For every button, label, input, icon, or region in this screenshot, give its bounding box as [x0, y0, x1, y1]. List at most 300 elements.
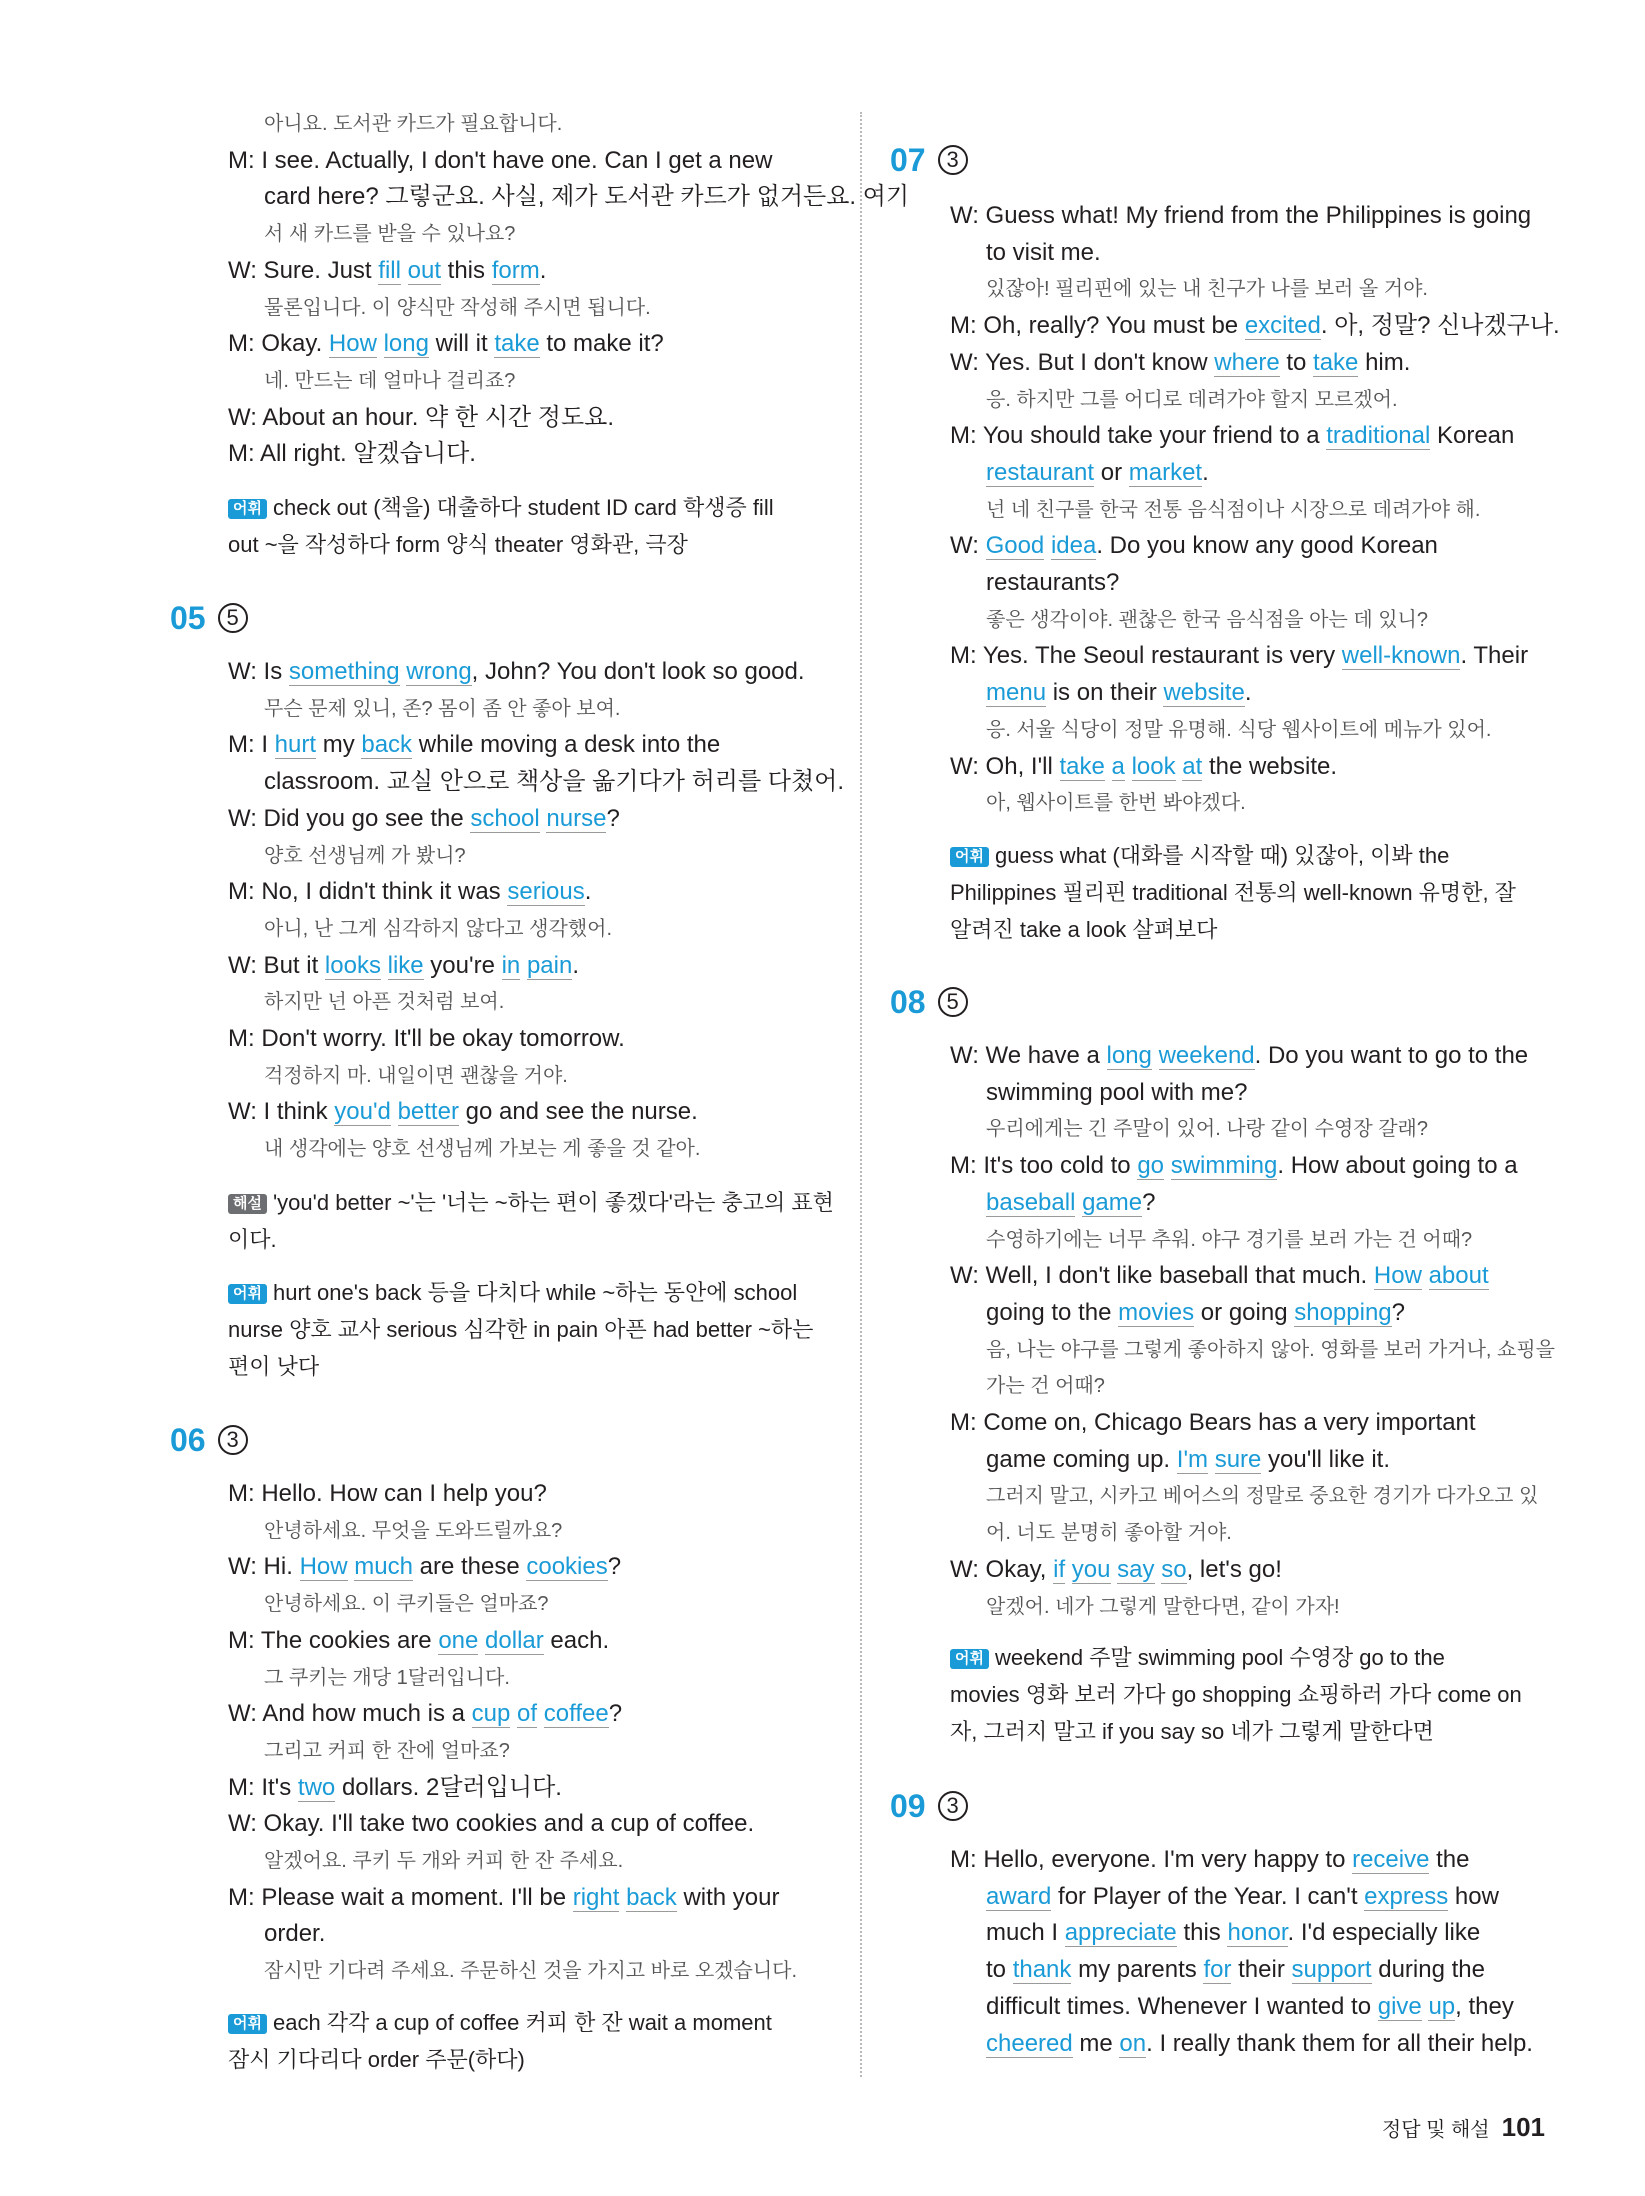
- dialogue-text: me: [1072, 2029, 1120, 2057]
- korean-translation: [264, 216, 515, 252]
- vocab-line: [950, 1640, 1445, 1676]
- translation-text: 안녕하세요. 이 쿠키들은 얼마죠?: [264, 1593, 549, 1616]
- dialogue-text: this: [441, 256, 492, 284]
- vocab-text: weekend 주말 swimming pool 수영장 go to the: [994, 1645, 1445, 1670]
- vocab-badge: 어휘: [950, 847, 989, 867]
- dialogue-text: [1152, 1042, 1159, 1069]
- dialogue-text: . How about going to a: [1277, 1152, 1518, 1180]
- dialogue-text: . 아, 정말? 신나겠구나.: [1320, 312, 1560, 340]
- dialogue-text: [1105, 753, 1112, 780]
- korean-translation: [986, 602, 1428, 638]
- dialogue-line: [986, 2026, 1533, 2062]
- dialogue-text: [537, 1700, 544, 1727]
- dialogue-line: [950, 1258, 1489, 1294]
- translation-text: 하지만 넌 아픈 것처럼 보여.: [264, 991, 505, 1014]
- dialogue-text: dollars. 2달러입니다.: [335, 1773, 562, 1801]
- vocab-text: 알려진 take a look 살펴보다: [950, 917, 1218, 942]
- dialogue-text: him.: [1358, 348, 1411, 376]
- dialogue-text: W: And how much is a: [228, 1700, 472, 1728]
- dialogue-text: go and see the nurse.: [458, 1098, 698, 1126]
- dialogue-text: classroom. 교실 안으로 책상을 옮기다가 허리를 다쳤어.: [264, 768, 845, 796]
- korean-translation: [264, 1586, 549, 1622]
- blank-answer: excited: [1244, 312, 1321, 340]
- dialogue-line: [228, 1696, 622, 1732]
- dialogue-line: [950, 528, 1438, 564]
- dialogue-text: M: Don't worry. It'll be okay tomorrow.: [228, 1025, 625, 1052]
- dialogue-line: [228, 1021, 625, 1057]
- dialogue-text: to visit me.: [986, 238, 1101, 266]
- blank-answer: honor: [1227, 1919, 1288, 1947]
- dialogue-line: [228, 436, 476, 472]
- question-number-text: 07: [890, 142, 926, 178]
- dialogue-text: are these: [412, 1553, 527, 1581]
- dialogue-text: card here? 그렇군요. 사실, 제가 도서관 카드가 없거든요. 여기: [264, 183, 910, 211]
- translation-text: 아, 웹사이트를 한번 봐야겠다.: [986, 792, 1246, 815]
- dialogue-line: [228, 143, 772, 179]
- dialogue-text: M: Come on, Chicago Bears has a very important: [950, 1409, 1476, 1436]
- dialogue-text: my parents: [1071, 1956, 1204, 1984]
- vocab-line: [228, 1349, 319, 1385]
- vocab-line: [228, 1275, 797, 1311]
- translation-text: 좋은 생각이야. 괜찮은 한국 음식점을 아는 데 있니?: [986, 608, 1428, 631]
- blank-answer: about: [1428, 1262, 1489, 1290]
- dialogue-text: this: [1176, 1919, 1228, 1947]
- dialogue-text: M: I see. Actually, I don't have one. Can I get a new: [228, 146, 773, 174]
- blank-answer: take: [1313, 348, 1359, 376]
- translation-text: 응. 서울 식당이 정말 유명해. 식당 웹사이트에 메뉴가 있어.: [986, 718, 1492, 741]
- dialogue-text: W: Okay,: [950, 1555, 1054, 1583]
- blank-answer: movies: [1118, 1298, 1195, 1326]
- dialogue-text: [1125, 753, 1132, 780]
- translation-text: 음, 나는 야구를 그렇게 좋아하지 않아. 영화를 보러 가거나, 쇼핑을: [986, 1338, 1555, 1361]
- explanation-badge: 해설: [228, 1194, 267, 1214]
- dialogue-text: going to the: [986, 1298, 1119, 1326]
- dialogue-text: M: You should take your friend to a: [950, 422, 1327, 450]
- translation-text: 응. 하지만 그를 어디로 데려가야 할지 모르겠어.: [986, 388, 1398, 411]
- blank-answer: out: [407, 256, 441, 284]
- dialogue-text: M: It's too cold to: [950, 1152, 1138, 1180]
- dialogue-line: [228, 326, 664, 362]
- dialogue-line: [228, 654, 805, 690]
- vocab-line: [228, 1222, 277, 1258]
- translation-text: 우리에게는 긴 주말이 있어. 나랑 같이 수영장 갈래?: [986, 1118, 1428, 1141]
- blank-answer: two: [297, 1773, 336, 1801]
- dialogue-text: , they: [1455, 1992, 1514, 2020]
- korean-translation: [264, 1953, 797, 1989]
- question-number: [890, 982, 968, 1022]
- blank-answer: form: [491, 256, 540, 284]
- question-number: [890, 1786, 968, 1826]
- vocab-text: movies 영화 보러 가다 go shopping 쇼핑하러 가다 come on: [950, 1682, 1522, 1707]
- blank-answer: How: [1373, 1262, 1422, 1290]
- dialogue-line: [228, 1770, 562, 1806]
- translation-text: 그리고 커피 한 잔에 얼마죠?: [264, 1739, 510, 1762]
- page-footer: [1382, 2112, 1545, 2143]
- blank-answer: How: [328, 330, 377, 358]
- question-number: [170, 1420, 248, 1460]
- translation-text: 넌 네 친구를 한국 전통 음식점이나 시장으로 데려가야 해.: [986, 498, 1481, 521]
- blank-answer: I'm: [1176, 1445, 1209, 1473]
- vocab-text: 자, 그러지 말고 if you say so 네가 그렇게 말한다면: [950, 1719, 1434, 1744]
- dialogue-line: [228, 253, 546, 289]
- korean-translation: [264, 1843, 623, 1879]
- korean-translation: [264, 838, 466, 874]
- blank-answer: much: [354, 1553, 413, 1581]
- translation-text: 그러지 말고, 시카고 베어스의 정말로 중요한 경기가 다가오고 있: [986, 1485, 1539, 1508]
- dialogue-line: [986, 1185, 1155, 1221]
- question-number: [170, 598, 248, 638]
- blank-answer: cheered: [986, 2029, 1073, 2057]
- dialogue-text: [1065, 1556, 1072, 1583]
- dialogue-text: .: [1244, 679, 1252, 707]
- blank-answer: say: [1117, 1555, 1155, 1583]
- dialogue-text: .: [539, 256, 547, 284]
- korean-translation: [264, 1131, 700, 1167]
- korean-translation: [986, 1589, 1340, 1625]
- dialogue-text: . Do you want to go to the: [1254, 1042, 1529, 1069]
- vocab-line: [228, 2005, 772, 2041]
- dialogue-line: [950, 198, 1531, 234]
- dialogue-text: M: No, I didn't think it was: [228, 878, 508, 906]
- question-number-text: 08: [890, 984, 926, 1020]
- korean-translation: [264, 1733, 510, 1769]
- dialogue-text: my: [316, 731, 362, 759]
- dialogue-text: swimming pool with me?: [986, 1078, 1248, 1106]
- dialogue-text: M: Please wait a moment. I'll be: [228, 1883, 573, 1911]
- dialogue-line: [950, 749, 1337, 785]
- dialogue-text: W: But it: [228, 951, 325, 979]
- translation-text: 네. 만드는 데 얼마나 걸리죠?: [264, 369, 516, 392]
- translation-text: 가는 건 어때?: [986, 1375, 1105, 1398]
- dialogue-text: for Player of the Year. I can't: [1051, 1882, 1365, 1910]
- dialogue-text: W: Well, I don't like baseball that much.: [950, 1262, 1374, 1290]
- blank-answer: nurse: [546, 804, 607, 832]
- korean-translation: [264, 1513, 562, 1549]
- blank-answer: weekend: [1158, 1042, 1255, 1069]
- vocab-text: 편이 낫다: [228, 1354, 320, 1379]
- dialogue-text: M: I: [228, 731, 275, 759]
- answer-choice: 3: [218, 1425, 248, 1455]
- blank-answer: take: [494, 330, 540, 358]
- question-number: [890, 140, 968, 180]
- blank-answer: go: [1137, 1152, 1165, 1180]
- blank-answer: sure: [1214, 1445, 1262, 1473]
- dialogue-text: during the: [1371, 1956, 1485, 1984]
- dialogue-text: Korean: [1430, 422, 1515, 450]
- translation-text: 무슨 문제 있니, 존? 몸이 좀 안 좋아 보여.: [264, 697, 621, 720]
- translation-text: 물론입니다. 이 양식만 작성해 주시면 됩니다.: [264, 296, 651, 319]
- blank-answer: look: [1131, 752, 1176, 780]
- korean-translation: [264, 363, 515, 399]
- korean-translation: [986, 382, 1398, 418]
- page-number: 101: [1501, 2112, 1545, 2142]
- dialogue-text: M: Oh, really? You must be: [950, 312, 1245, 340]
- blank-answer: looks: [324, 951, 381, 979]
- blank-answer: thank: [1012, 1956, 1072, 1984]
- dialogue-text: ?: [1142, 1188, 1156, 1216]
- blank-answer: long: [383, 330, 429, 358]
- dialogue-text: W: Hi.: [228, 1553, 300, 1581]
- dialogue-line: [986, 455, 1209, 491]
- dialogue-text: ?: [607, 1553, 622, 1581]
- vocab-text: out ~을 작성하다 form 양식 theater 영화관, 극장: [228, 532, 688, 557]
- blank-answer: appreciate: [1064, 1919, 1177, 1947]
- dialogue-line: [986, 1295, 1405, 1331]
- blank-answer: express: [1364, 1882, 1449, 1910]
- answer-choice: 3: [938, 145, 968, 175]
- dialogue-text: [391, 1098, 398, 1125]
- vocab-badge: 어휘: [228, 499, 267, 519]
- blank-answer: game: [1082, 1188, 1143, 1216]
- question-number-text: 06: [170, 1422, 206, 1458]
- blank-answer: support: [1291, 1956, 1372, 1984]
- vocab-text: guess what (대화를 시작할 때) 있잖아, 이봐 the: [994, 843, 1450, 868]
- dialogue-text: or going: [1194, 1298, 1295, 1326]
- vocab-line: [228, 490, 774, 526]
- blank-answer: well-known: [1341, 642, 1461, 670]
- blank-answer: shopping: [1294, 1298, 1392, 1326]
- dialogue-line: [950, 1148, 1518, 1184]
- blank-answer: fill: [378, 256, 401, 284]
- translation-text: 잠시만 기다려 주세요. 주문하신 것을 가지고 바로 오겠습니다.: [264, 1960, 798, 1983]
- blank-answer: where: [1214, 348, 1280, 376]
- blank-answer: pain: [526, 951, 573, 979]
- dialogue-line: [986, 235, 1101, 271]
- footer-label: 정답 및 해설: [1381, 2119, 1490, 2141]
- vocab-badge: 어휘: [228, 2014, 267, 2034]
- dialogue-text: M: It's: [228, 1773, 298, 1801]
- answer-choice: 5: [938, 987, 968, 1017]
- dialogue-line: [986, 1915, 1480, 1951]
- dialogue-text: W: We have a: [950, 1042, 1107, 1069]
- dialogue-text: .: [1202, 458, 1209, 486]
- column-divider: [860, 112, 862, 2077]
- dialogue-text: to make it?: [539, 330, 664, 358]
- dialogue-text: W: Did you go see the: [228, 804, 471, 832]
- dialogue-line: [228, 1880, 779, 1916]
- dialogue-line: [228, 1623, 609, 1659]
- blank-answer: cookies: [526, 1553, 608, 1581]
- blank-answer: for: [1203, 1956, 1232, 1984]
- blank-answer: back: [361, 731, 413, 759]
- dialogue-line: [228, 801, 620, 837]
- blank-answer: hurt: [274, 731, 317, 759]
- korean-translation: [986, 712, 1491, 748]
- dialogue-text: W: Yes. But I don't know: [950, 348, 1215, 376]
- vocab-text: Philippines 필리핀 traditional 전통의 well-known 유명한, 잘: [950, 880, 1516, 905]
- dialogue-text: W: About an hour. 약 한 시간 정도요.: [228, 403, 614, 431]
- dialogue-line: [950, 345, 1410, 381]
- question-number-text: 05: [170, 600, 206, 636]
- korean-translation: [986, 1368, 1105, 1404]
- dialogue-text: . I'd especially like: [1287, 1919, 1481, 1947]
- blank-answer: on: [1119, 2029, 1147, 2057]
- blank-answer: give: [1377, 1992, 1422, 2020]
- dialogue-text: to: [986, 1956, 1013, 1984]
- blank-answer: market: [1128, 458, 1203, 486]
- dialogue-text: ?: [608, 1700, 623, 1728]
- translation-text: 알겠어. 네가 그렇게 말한다면, 같이 가자!: [986, 1595, 1340, 1618]
- dialogue-text: [1208, 1446, 1215, 1473]
- dialogue-text: [1044, 532, 1051, 559]
- blank-answer: school: [470, 804, 540, 832]
- dialogue-line: [228, 400, 614, 436]
- dialogue-text: M: Hello, everyone. I'm very happy to: [950, 1846, 1353, 1873]
- blank-answer: you'd: [334, 1098, 391, 1126]
- answer-choice: 5: [218, 603, 248, 633]
- dialogue-line: [228, 948, 579, 984]
- dialogue-line: [950, 1552, 1282, 1588]
- blank-answer: one: [438, 1626, 479, 1654]
- dialogue-line: [986, 1075, 1247, 1111]
- korean-translation: [264, 911, 612, 947]
- vocab-line: [228, 2042, 525, 2078]
- dialogue-text: [1422, 1262, 1429, 1289]
- dialogue-text: [401, 257, 408, 284]
- dialogue-text: will it: [428, 330, 495, 358]
- dialogue-text: M: Yes. The Seoul restaurant is very: [950, 642, 1342, 670]
- translation-text: 아니, 난 그게 심각하지 않다고 생각했어.: [264, 917, 613, 940]
- korean-translation: [264, 1058, 568, 1094]
- dialogue-line: [228, 874, 591, 910]
- translation-text: 서 새 카드를 받을 수 있나요?: [264, 223, 516, 246]
- korean-translation: [264, 290, 651, 326]
- dialogue-line: [986, 1442, 1390, 1478]
- dialogue-text: difficult times. Whenever I wanted to: [986, 1992, 1378, 2020]
- dialogue-line: [264, 1916, 325, 1952]
- blank-answer: right: [572, 1883, 620, 1911]
- blank-answer: if: [1053, 1555, 1066, 1583]
- dialogue-line: [950, 1405, 1476, 1441]
- korean-translation: [986, 1111, 1428, 1147]
- dialogue-text: W: I think: [228, 1098, 335, 1126]
- dialogue-text: W: Guess what! My friend from the Philippines is going: [950, 202, 1532, 229]
- blank-answer: better: [397, 1098, 459, 1126]
- vocab-text: 잠시 기다리다 order 주문(하다): [228, 2047, 525, 2072]
- dialogue-text: [520, 952, 527, 979]
- translation-text: 내 생각에는 양호 선생님께 가보는 게 좋을 것 같아.: [264, 1138, 701, 1161]
- blank-answer: a: [1111, 752, 1125, 780]
- korean-translation: [986, 492, 1480, 528]
- blank-answer: dollar: [485, 1626, 544, 1654]
- dialogue-line: [986, 1989, 1514, 2025]
- dialogue-text: , let's go!: [1186, 1555, 1282, 1583]
- korean-translation: [264, 106, 562, 142]
- dialogue-text: how: [1448, 1882, 1499, 1910]
- blank-answer: like: [387, 951, 424, 979]
- blank-answer: wrong: [406, 658, 472, 685]
- dialogue-text: W:: [950, 532, 986, 560]
- dialogue-text: to: [1279, 348, 1314, 376]
- korean-translation: [986, 1515, 1232, 1551]
- dialogue-text: or: [1094, 458, 1129, 486]
- dialogue-text: , John? You don't look so good.: [471, 658, 805, 685]
- blank-answer: serious: [507, 878, 585, 906]
- korean-translation: [986, 1222, 1472, 1258]
- dialogue-text: while moving a desk into the: [412, 731, 721, 759]
- dialogue-text: M: The cookies are: [228, 1626, 439, 1654]
- blank-answer: coffee: [543, 1700, 609, 1728]
- korean-translation: [986, 1478, 1538, 1514]
- dialogue-line: [228, 1806, 754, 1842]
- dialogue-text: restaurants?: [986, 569, 1120, 596]
- dialogue-line: [228, 1549, 621, 1585]
- blank-answer: long: [1106, 1042, 1152, 1069]
- translation-text: 양호 선생님께 가 봤니?: [264, 844, 466, 867]
- dialogue-line: [228, 1094, 698, 1130]
- blank-answer: receive: [1352, 1846, 1430, 1873]
- translation-text: 어. 너도 분명히 좋아할 거야.: [986, 1522, 1232, 1545]
- dialogue-text: each.: [543, 1626, 610, 1654]
- dialogue-text: you're: [423, 951, 502, 979]
- vocab-line: [228, 1185, 834, 1221]
- dialogue-text: is on their: [1046, 679, 1164, 707]
- vocab-line: [228, 527, 688, 563]
- translation-text: 수영하기에는 너무 추워. 야구 경기를 보러 가는 건 어때?: [986, 1228, 1473, 1251]
- dialogue-text: ?: [606, 804, 620, 832]
- dialogue-text: much I: [986, 1919, 1065, 1947]
- dialogue-text: their: [1231, 1956, 1292, 1984]
- vocab-line: [950, 1714, 1434, 1750]
- dialogue-line: [986, 675, 1251, 711]
- dialogue-line: [986, 1879, 1499, 1915]
- dialogue-text: [1164, 1152, 1171, 1179]
- dialogue-line: [264, 764, 844, 800]
- vocab-text: nurse 양호 교사 serious 심각한 in pain 아픈 had better ~하는: [228, 1317, 814, 1342]
- dialogue-text: M: Okay.: [228, 330, 329, 358]
- dialogue-line: [950, 1038, 1528, 1074]
- translation-text: 안녕하세요. 무엇을 도와드릴까요?: [264, 1519, 563, 1542]
- dialogue-text: . I really thank them for all their help.: [1146, 2029, 1533, 2057]
- blank-answer: cup: [471, 1700, 511, 1728]
- dialogue-line: [986, 1952, 1485, 1988]
- translation-text: 그 쿠키는 개당 1달러입니다.: [264, 1666, 510, 1689]
- blank-answer: you: [1071, 1555, 1111, 1583]
- blank-answer: restaurant: [986, 458, 1095, 486]
- dialogue-text: the: [1429, 1846, 1470, 1873]
- dialogue-text: the website.: [1202, 752, 1338, 780]
- dialogue-text: M: Hello. How can I help you?: [228, 1480, 547, 1507]
- dialogue-line: [228, 727, 720, 763]
- dialogue-text: [381, 952, 388, 979]
- blank-answer: swimming: [1170, 1152, 1278, 1180]
- question-number-text: 09: [890, 1788, 926, 1824]
- dialogue-text: ?: [1391, 1298, 1405, 1326]
- blank-answer: How: [299, 1553, 348, 1581]
- dialogue-text: you'll like it.: [1261, 1445, 1391, 1473]
- dialogue-text: . Do you know any good Korean: [1096, 532, 1438, 560]
- vocab-text: 이다.: [228, 1227, 277, 1252]
- answer-choice: 3: [938, 1791, 968, 1821]
- blank-answer: up: [1428, 1992, 1456, 2020]
- vocab-badge: 어휘: [950, 1649, 989, 1669]
- blank-answer: traditional: [1326, 422, 1431, 450]
- korean-translation: [264, 1660, 510, 1696]
- dialogue-text: [377, 330, 384, 357]
- dialogue-text: M: All right. 알겠습니다.: [228, 440, 476, 468]
- blank-answer: baseball: [986, 1188, 1076, 1216]
- translation-text: 걱정하지 마. 내일이면 괜찮을 거야.: [264, 1064, 568, 1087]
- blank-answer: at: [1182, 752, 1203, 780]
- dialogue-line: [950, 1842, 1470, 1878]
- blank-answer: back: [626, 1883, 677, 1911]
- dialogue-text: W: Sure. Just: [228, 256, 379, 284]
- vocab-badge: 어휘: [228, 1284, 267, 1304]
- korean-translation: [986, 1332, 1555, 1368]
- blank-answer: of: [517, 1700, 538, 1728]
- blank-answer: idea: [1050, 532, 1097, 560]
- dialogue-text: .: [572, 951, 579, 979]
